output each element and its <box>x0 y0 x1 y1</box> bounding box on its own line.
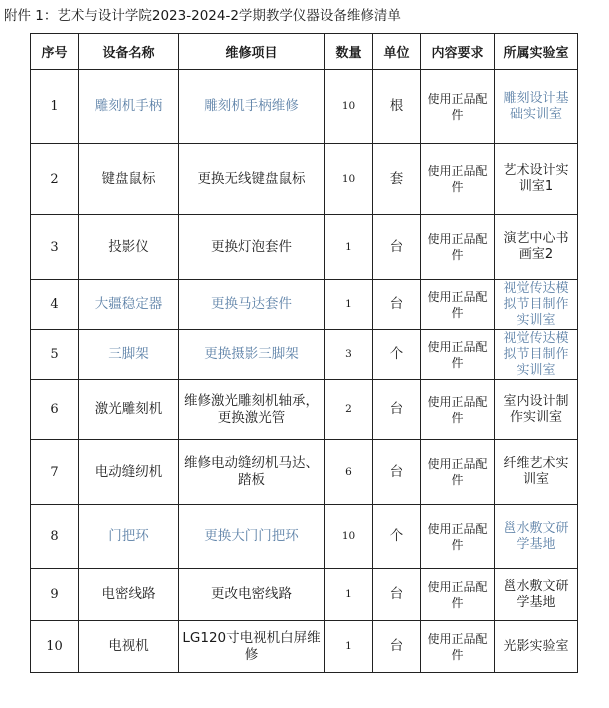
table-row <box>31 380 578 440</box>
cell-laboratory: 邕水敷文研学基地 <box>495 569 578 621</box>
cell-repair-item: 维修电动缝纫机马达、踏板 <box>179 440 325 505</box>
cell-unit: 台 <box>373 569 421 621</box>
cell-repair-item: 更改电密线路 <box>179 569 325 621</box>
cell-laboratory: 雕刻设计基础实训室 <box>495 70 578 144</box>
cell-repair-item: 雕刻机手柄维修 <box>179 70 325 144</box>
document-title: 附件 1：艺术与设计学院2023-2024-2学期教学仪器设备维修清单 <box>4 8 401 24</box>
cell-laboratory: 室内设计制作实训室 <box>495 380 578 440</box>
cell-unit: 个 <box>373 505 421 569</box>
cell-laboratory: 视觉传达模拟节目制作实训室 <box>495 330 578 380</box>
cell-requirement: 使用正品配件 <box>421 621 495 673</box>
cell-device-name: 门把环 <box>79 505 179 569</box>
cell-quantity: 1 <box>325 569 373 621</box>
cell-laboratory: 纤维艺术实训室 <box>495 440 578 505</box>
cell-repair-item: 更换无线键盘鼠标 <box>179 144 325 215</box>
cell-laboratory: 邕水敷文研学基地 <box>495 505 578 569</box>
table-row <box>31 569 578 621</box>
table-row <box>31 505 578 569</box>
header-unit: 单位 <box>373 34 421 70</box>
cell-requirement: 使用正品配件 <box>421 70 495 144</box>
cell-unit: 套 <box>373 144 421 215</box>
cell-unit: 根 <box>373 70 421 144</box>
cell-requirement: 使用正品配件 <box>421 330 495 380</box>
header-no: 序号 <box>31 34 79 70</box>
cell-laboratory: 演艺中心书画室2 <box>495 215 578 280</box>
cell-device-name: 雕刻机手柄 <box>79 70 179 144</box>
repair-list-table <box>30 33 578 673</box>
cell-no: 8 <box>31 505 79 569</box>
cell-repair-item: 维修激光雕刻机轴承，更换激光管 <box>179 380 325 440</box>
cell-quantity: 10 <box>325 505 373 569</box>
header-laboratory: 所属实验室 <box>495 34 578 70</box>
cell-no: 7 <box>31 440 79 505</box>
cell-laboratory: 艺术设计实训室1 <box>495 144 578 215</box>
cell-repair-item: LG120寸电视机白屏维修 <box>179 621 325 673</box>
cell-no: 10 <box>31 621 79 673</box>
cell-quantity: 10 <box>325 144 373 215</box>
cell-laboratory: 视觉传达模拟节目制作实训室 <box>495 280 578 330</box>
header-requirement: 内容要求 <box>421 34 495 70</box>
cell-no: 9 <box>31 569 79 621</box>
cell-no: 3 <box>31 215 79 280</box>
cell-quantity: 1 <box>325 215 373 280</box>
cell-requirement: 使用正品配件 <box>421 440 495 505</box>
cell-no: 1 <box>31 70 79 144</box>
cell-no: 4 <box>31 280 79 330</box>
cell-requirement: 使用正品配件 <box>421 505 495 569</box>
cell-laboratory: 光影实验室 <box>495 621 578 673</box>
cell-device-name: 三脚架 <box>79 330 179 380</box>
cell-requirement: 使用正品配件 <box>421 380 495 440</box>
table-row <box>31 70 578 144</box>
cell-device-name: 电密线路 <box>79 569 179 621</box>
cell-repair-item: 更换大门门把环 <box>179 505 325 569</box>
table-row <box>31 215 578 280</box>
cell-unit: 台 <box>373 380 421 440</box>
cell-repair-item: 更换灯泡套件 <box>179 215 325 280</box>
cell-device-name: 大疆稳定器 <box>79 280 179 330</box>
cell-requirement: 使用正品配件 <box>421 280 495 330</box>
cell-device-name: 电动缝纫机 <box>79 440 179 505</box>
cell-quantity: 3 <box>325 330 373 380</box>
cell-quantity: 1 <box>325 621 373 673</box>
cell-quantity: 6 <box>325 440 373 505</box>
cell-no: 2 <box>31 144 79 215</box>
cell-quantity: 2 <box>325 380 373 440</box>
cell-device-name: 激光雕刻机 <box>79 380 179 440</box>
cell-unit: 台 <box>373 621 421 673</box>
cell-repair-item: 更换摄影三脚架 <box>179 330 325 380</box>
table-row <box>31 280 578 330</box>
cell-repair-item: 更换马达套件 <box>179 280 325 330</box>
cell-device-name: 电视机 <box>79 621 179 673</box>
header-repair-item: 维修项目 <box>179 34 325 70</box>
table-row <box>31 440 578 505</box>
header-quantity: 数量 <box>325 34 373 70</box>
table-row <box>31 144 578 215</box>
cell-unit: 台 <box>373 215 421 280</box>
cell-quantity: 10 <box>325 70 373 144</box>
cell-device-name: 投影仪 <box>79 215 179 280</box>
cell-no: 5 <box>31 330 79 380</box>
cell-unit: 个 <box>373 330 421 380</box>
cell-unit: 台 <box>373 280 421 330</box>
cell-requirement: 使用正品配件 <box>421 144 495 215</box>
table-header-row <box>31 34 578 70</box>
cell-device-name: 键盘鼠标 <box>79 144 179 215</box>
cell-unit: 台 <box>373 440 421 505</box>
cell-no: 6 <box>31 380 79 440</box>
cell-requirement: 使用正品配件 <box>421 215 495 280</box>
table-row <box>31 621 578 673</box>
cell-quantity: 1 <box>325 280 373 330</box>
cell-requirement: 使用正品配件 <box>421 569 495 621</box>
header-device-name: 设备名称 <box>79 34 179 70</box>
table-row <box>31 330 578 380</box>
